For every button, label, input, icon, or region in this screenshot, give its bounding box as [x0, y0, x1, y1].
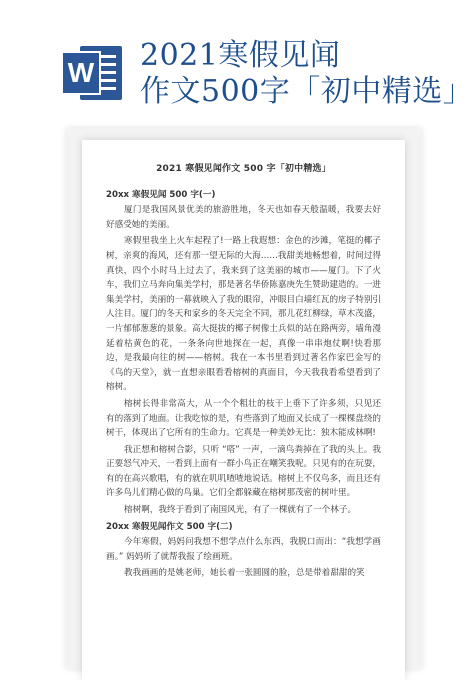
paragraph: 教我画画的是姚老师，她长着一张圆圆的脸，总是带着甜甜的笑: [124, 568, 365, 579]
paragraph: 榕树啊，我终于看到了南国风光，有了一棵就有了一个林子。: [124, 505, 357, 516]
paragraph: 我正想和榕树合影，只听 “嗒” 一声，一滴鸟粪掉在了我的头上。我正要怒气冲天，一看到上面有一群小鸟正在嘲笑我呢。只见有的在玩耍，有的在高兴歌唱，有的就在叽叽喳喳地说话。榕树上不仅鸟多，而且还有许多鸟儿们精心做的鸟巢。它们全都躲藏在榕树那茂密的树叶里。: [106, 444, 382, 499]
paragraph: 厦门是我国风景优美的旅游胜地，冬天也如春天般温暖，我要去好好感受她的美丽。: [106, 205, 381, 230]
section-heading: 20xx 寒假见闻 500 字(一): [106, 189, 216, 200]
banner: [0, 0, 474, 130]
section-heading: 20xx 寒假见闻作文 500 字(二): [106, 521, 233, 532]
document-content: [106, 162, 381, 583]
paragraph: 今年寒假，妈妈问我想不想学点什么东西，我脱口而出：“我想学画画。” 妈妈听了就帮我报了绘画班。: [106, 537, 381, 562]
paragraph: 榕树长得非常高大，从一个个粗壮的枝干上垂下了许多须，只见还有的落到了地面。让我吃惊的是，有些落到了地面又长成了一棵棵盘绕的树干，体现出了它所有的生命力。它真是一种美妙无比：独木能成林啊!: [106, 398, 382, 439]
document-title: 2021 寒假见闻作文 500 字「初中精选」: [156, 164, 331, 174]
banner-title: [140, 38, 473, 110]
svg-text:W: W: [67, 57, 95, 88]
document-page: [82, 140, 405, 680]
paragraph: 寒假里我坐上火车起程了!一路上我遐想：金色的沙滩，笔挺的椰子树，亲爽的海风，还有那一望无际的大海……我甜美地畅想着，时间过得真快，四个小时马上过去了，我来到了这美丽的城市——厦门。下了火车，我们立马奔向集美学村，那是著名华侨陈嘉庚先生赞助建造的。一进集美学村，美丽的一幕就映入了我的眼帘，冲眼目白墙红瓦的房子特别引人注目。厦门的冬天和家乡的冬天完全不同，那儿花红柳绿，草木茂盛，一片郁郁葱葱的景象。高大挺拔的椰子树像士兵似的站在路两旁，墙角漫延着枯黄色的花，一条条向世地探在一起，真像一串串炮仗啊!快看那边，是我最向往的树——榕树。我在一本书里看到过著名作家巴金写的《鸟的天堂》，就一直想亲眼看看榕树的真面目，今天我我看希望看到了榕树。: [106, 236, 382, 393]
banner-title-line1: 2021寒假见闻: [140, 38, 341, 73]
banner-title-line2: 作文500字「初中精选」: [140, 74, 474, 109]
word-document-icon: [60, 40, 126, 106]
